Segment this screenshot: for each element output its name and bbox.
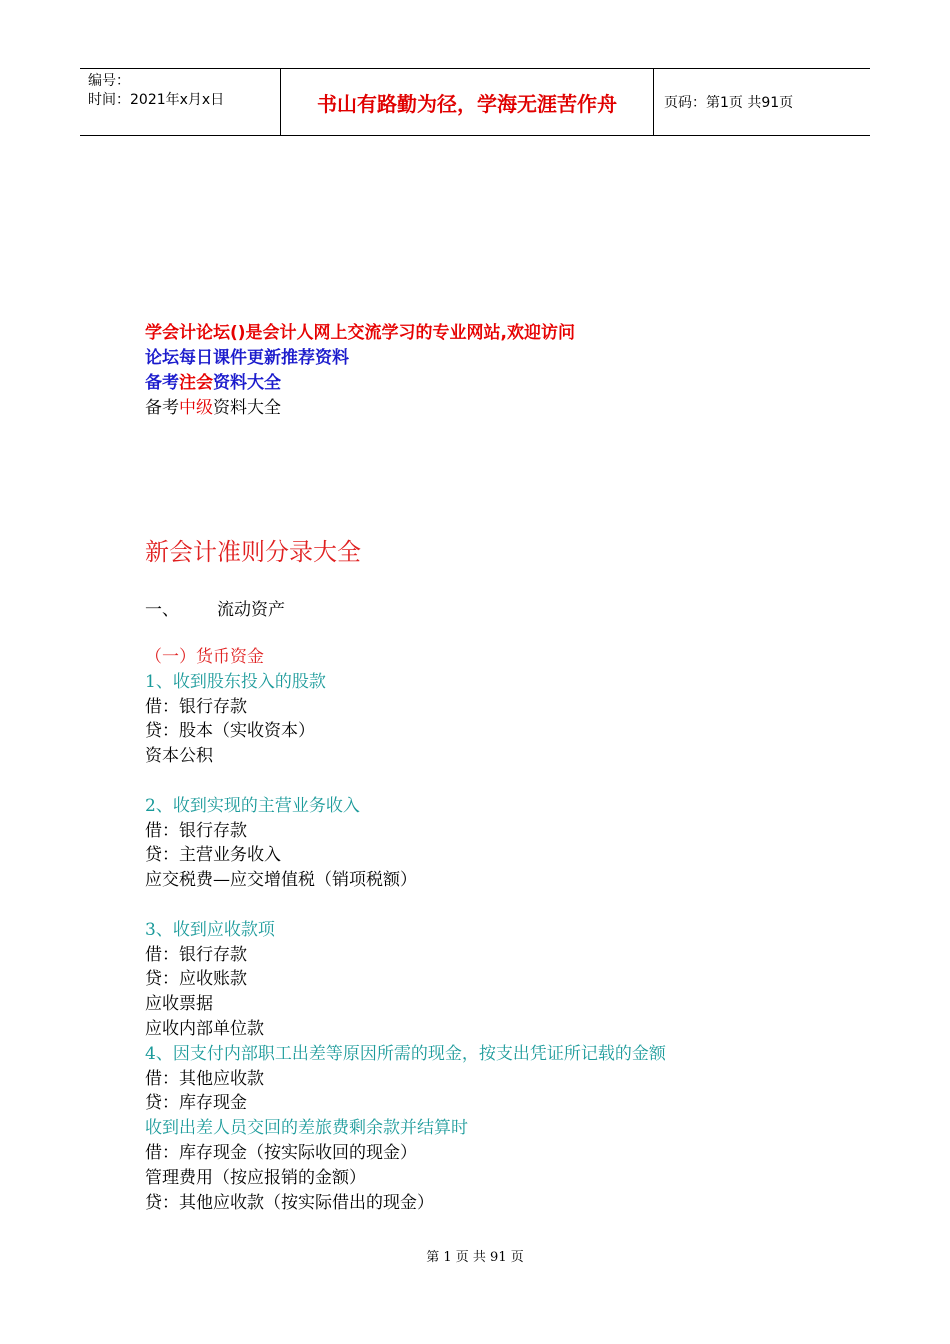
entry-line: 贷：应收账款 <box>145 969 247 990</box>
header-left-cell <box>80 69 281 135</box>
promo-cpa-link[interactable] <box>145 371 575 396</box>
entry-line: 借：银行存款 <box>145 820 247 841</box>
entry-line: 贷：股本（实收资本） <box>145 721 315 742</box>
entry-heading: 收到出差人员交回的差旅费剩余款并结算时 <box>145 1118 468 1139</box>
entry-line: 贷：其他应收款（按实际借出的现金） <box>145 1192 434 1213</box>
document-title: 新会计准则分录大全 <box>145 538 361 566</box>
promo-cpa-prefix: 备考 <box>145 373 179 393</box>
entry-line: 应收内部单位款 <box>145 1018 264 1039</box>
promo-block <box>145 321 575 421</box>
entry-line: 借：银行存款 <box>145 944 247 965</box>
entry-line: 管理费用（按应报销的金额） <box>145 1167 366 1188</box>
section-name: 流动资产 <box>217 600 285 620</box>
entry-line: 借：其他应收款 <box>145 1068 264 1089</box>
entry-heading: 3、收到应收款项 <box>145 919 275 940</box>
promo-intermediate-link[interactable] <box>145 396 575 421</box>
promo-forum-link[interactable]: 学会计论坛()是会计人网上交流学习的专业网站,欢迎访问 <box>145 323 575 343</box>
entry-line: 应交税费—应交增值税（销项税额） <box>145 870 417 891</box>
entry-lines <box>145 670 666 1216</box>
entry-heading: 2、收到实现的主营业务收入 <box>145 795 360 816</box>
entry-line: 借：库存现金（按实际收回的现金） <box>145 1142 417 1163</box>
promo-courseware-link[interactable]: 论坛每日课件更新推荐资料 <box>145 348 349 368</box>
entry-line <box>145 769 666 794</box>
entry-line: 资本公积 <box>145 746 213 767</box>
promo-cpa-highlight: 注会 <box>179 373 213 393</box>
header-motto: 书山有路勤为径，学海无涯苦作舟 <box>281 69 654 135</box>
document-time: 时间：2021年x月x日 <box>88 92 225 108</box>
entry-line: 贷：库存现金 <box>145 1093 247 1114</box>
promo-cpa-suffix: 资料大全 <box>213 373 281 393</box>
entry-heading: 1、收到股东投入的股款 <box>145 671 326 692</box>
entry-line: 借：银行存款 <box>145 696 247 717</box>
page-footer: 第 1 页 共 91 页 <box>426 1250 524 1265</box>
entry-line: 贷：主营业务收入 <box>145 845 281 866</box>
entry-line: 应收票据 <box>145 994 213 1015</box>
document-body <box>145 645 666 1215</box>
promo-intermediate-prefix: 备考 <box>145 398 179 418</box>
document-number: 编号： <box>88 73 130 89</box>
entry-heading: 4、因支付内部职工出差等原因所需的现金，按支出凭证所记载的金额 <box>145 1043 666 1064</box>
promo-intermediate-suffix: 资料大全 <box>213 398 281 418</box>
section-heading <box>145 595 285 620</box>
page-header <box>80 68 870 136</box>
header-page-info: 页码：第1页 共91页 <box>664 95 794 111</box>
promo-intermediate-highlight: 中级 <box>179 398 213 418</box>
subsection-heading: （一）货币资金 <box>145 647 264 667</box>
entry-line <box>145 893 666 918</box>
section-number: 一、 <box>145 600 179 620</box>
